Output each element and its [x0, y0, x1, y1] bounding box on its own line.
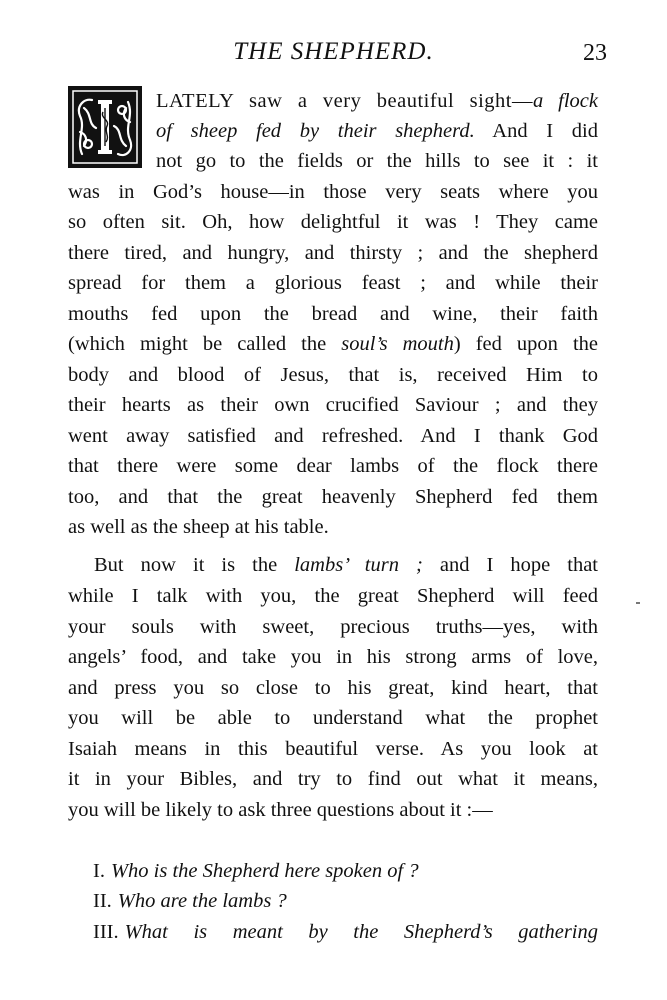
text-line: and press you so close to his great, kind heart, that — [68, 677, 598, 699]
text-line — [68, 550, 598, 580]
text-line: you will be likely to ask three questions about it :— — [68, 799, 493, 821]
text-line: angels’ food, and take you in his strong arms of love, — [68, 646, 598, 668]
question-text: Who is the Shepherd here spoken of ? — [110, 860, 419, 882]
text-span: ) fed upon the — [453, 333, 599, 355]
text-line: there tired, and hungry, and thirsty ; and the shepherd — [68, 242, 598, 264]
text-span: LATELY saw a very beautiful sight— — [156, 90, 533, 112]
question-number: III. — [93, 921, 119, 943]
dropcap-ornament-icon — [70, 88, 140, 166]
text-line: it in your Bibles, and try to find out what it means, — [68, 768, 598, 790]
ornamental-dropcap — [68, 86, 142, 168]
text-span: But now it is the — [94, 554, 295, 576]
text-line: too, and that the great heavenly Shepherd fed them — [68, 486, 598, 508]
running-title: THE SHEPHERD. — [233, 38, 434, 65]
text-line: your souls with sweet, precious truths—yes, with — [68, 616, 598, 638]
italic-span: lambs’ turn ; — [294, 554, 423, 576]
question-number: I. — [93, 860, 105, 882]
text-line — [68, 329, 598, 359]
text-line: spread for them a glorious feast ; and while their — [68, 272, 598, 294]
text-line: as well as the sheep at his table. — [68, 516, 329, 538]
question-text: What is meant by the Shepherd’s gathering — [124, 921, 598, 943]
question-item — [93, 856, 419, 886]
text-line: that there were some dear lambs of the flock there — [68, 455, 598, 477]
text-span: And I did — [474, 120, 598, 142]
text-line: their hearts as their own crucified Saviour ; and they — [68, 394, 598, 416]
text-line — [156, 86, 598, 116]
question-number: II. — [93, 890, 112, 912]
text-line: mouths fed upon the bread and wine, their faith — [68, 303, 598, 325]
page-header — [0, 32, 667, 72]
text-line: so often sit. Oh, how delightful it was ! They came — [68, 211, 598, 233]
text-line: while I talk with you, the great Shepherd will feed — [68, 585, 598, 607]
text-line: was in God’s house—in those very seats where you — [68, 181, 598, 203]
text-line: you will be able to understand what the prophet — [68, 707, 598, 729]
italic-span: a flock — [532, 90, 599, 112]
question-item — [93, 917, 598, 947]
italic-span: soul’s mouth — [341, 333, 454, 355]
margin-mark — [636, 602, 640, 604]
text-line: body and blood of Jesus, that is, received Him to — [68, 364, 598, 386]
question-text: Who are the lambs ? — [117, 890, 287, 912]
text-line — [156, 116, 598, 146]
text-line: Isaiah means in this beautiful verse. As you look at — [68, 738, 598, 760]
text-span: and I hope that — [422, 554, 598, 576]
italic-span: of sheep fed by their shepherd. — [156, 120, 475, 142]
text-span: (which might be called the — [68, 333, 342, 355]
text-line: went away satisfied and refreshed. And I thank God — [68, 425, 598, 447]
page-number: 23 — [583, 40, 607, 66]
question-item — [93, 886, 287, 916]
text-line: not go to the fields or the hills to see it : it — [156, 150, 598, 172]
